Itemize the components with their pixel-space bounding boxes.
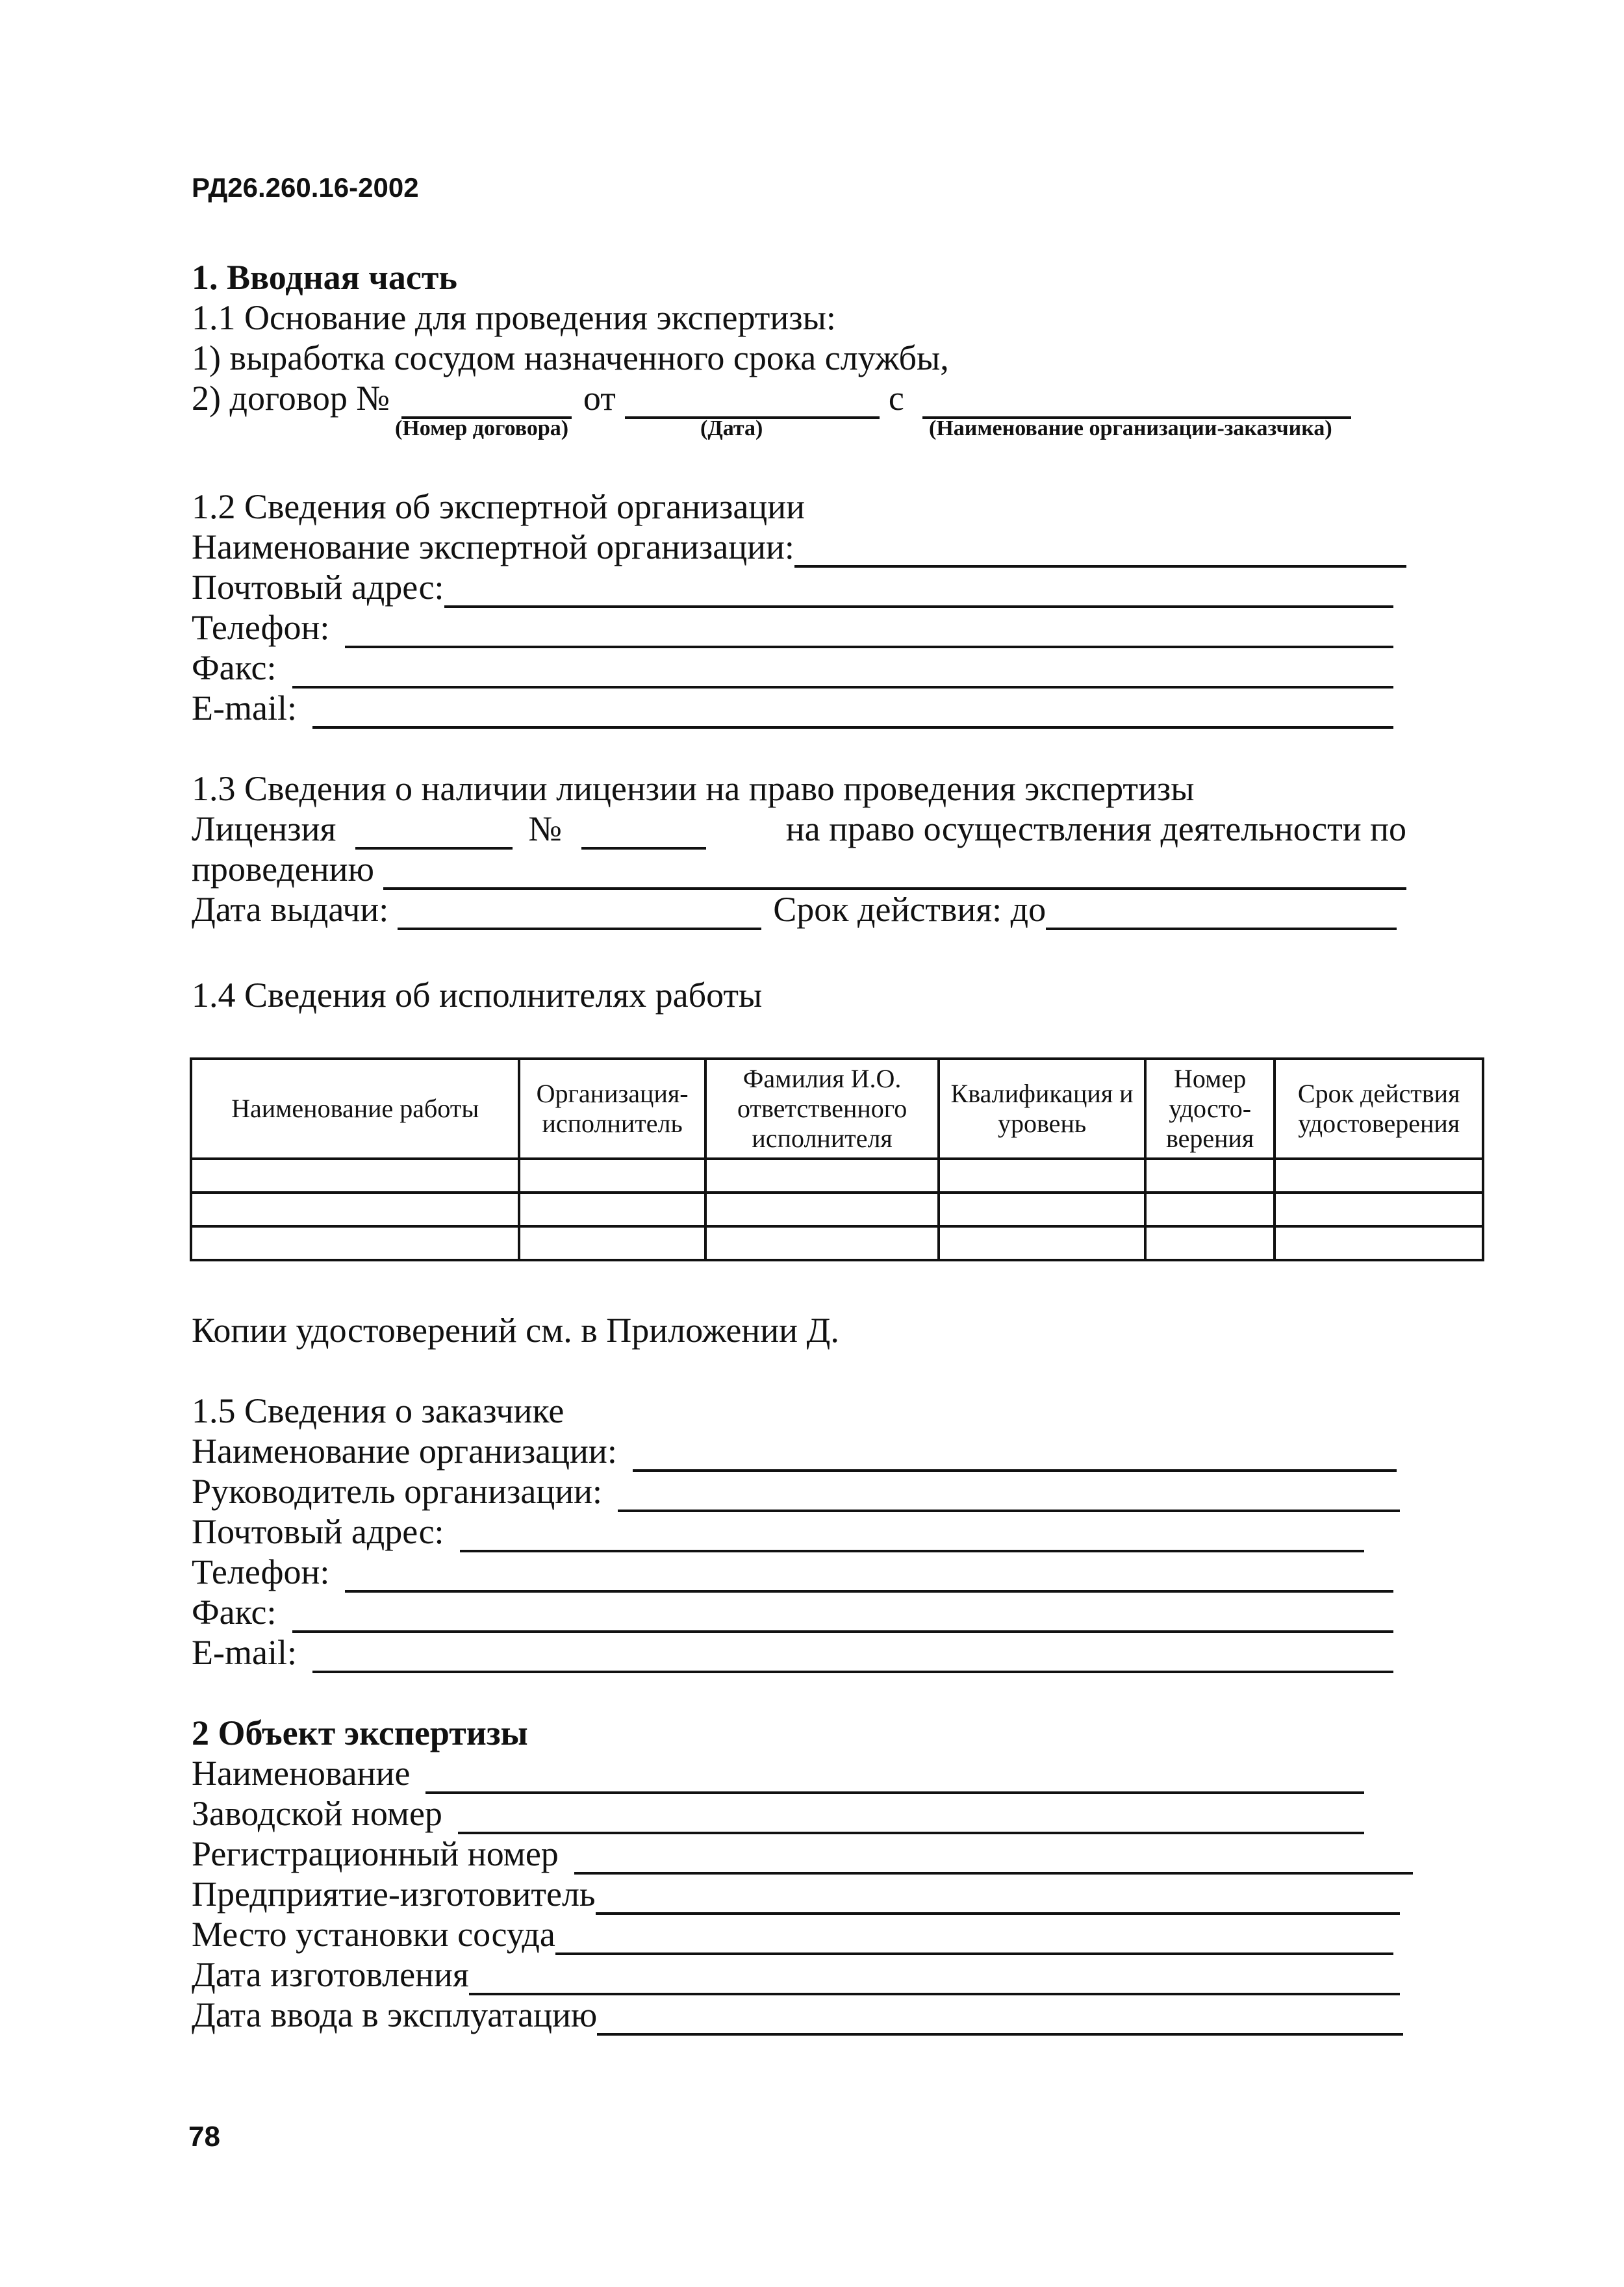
customer-phone-row [192,1551,1393,1593]
caption-contract-number: (Номер договора) [395,416,569,440]
object-name-field[interactable] [425,1762,1364,1794]
table-cell[interactable] [1145,1159,1275,1193]
expert-org-fax-row [192,647,1393,689]
object-reg-label: Регистрационный номер [192,1834,559,1873]
object-maker-label: Предприятие-изготовитель [192,1875,596,1914]
object-name-label: Наименование [192,1754,411,1793]
customer-email-row [192,1632,1393,1673]
table-cell[interactable] [191,1193,519,1226]
object-heading: 2 Объект экспертизы [192,1713,528,1752]
table-cell[interactable] [705,1226,939,1260]
object-made-date-label: Дата изготовления [192,1955,469,1994]
customer-head-row [192,1471,1400,1512]
expert-org-address-field[interactable] [444,575,1393,608]
col-header-qualification: Квалификация и уровень [939,1059,1145,1159]
table-cell[interactable] [705,1159,939,1193]
license-conduct-row [192,848,1406,890]
customer-phone-label: Телефон: [192,1552,330,1591]
license-series-field[interactable] [355,817,513,850]
customer-fax-label: Факс: [192,1593,277,1632]
customer-org-name-field[interactable] [633,1439,1397,1472]
object-commission-field[interactable] [597,2003,1403,2036]
table-cell[interactable] [1145,1193,1275,1226]
table-cell[interactable] [939,1226,1145,1260]
expert-org-address-row [192,566,1393,608]
customer-org-row [192,1430,1397,1472]
expert-org-email-field[interactable] [312,696,1393,729]
customer-phone-field[interactable] [345,1560,1393,1593]
expert-org-email-row [192,687,1393,729]
expert-org-fax-label: Факс: [192,648,277,687]
license-label: Лицензия [192,809,336,848]
license-issue-date-field[interactable] [398,898,761,930]
table-cell[interactable] [519,1226,705,1260]
contract-date-field[interactable] [625,386,880,419]
customer-address-field[interactable] [460,1520,1364,1552]
expert-org-address-label: Почтовый адрес: [192,568,444,607]
copies-note: Копии удостоверений см. в Приложении Д. [192,1311,839,1350]
object-serial-row [192,1793,1364,1834]
table-cell[interactable] [1275,1193,1483,1226]
customer-email-field[interactable] [312,1641,1393,1673]
license-right-text: на право осуществления деятельности по [785,809,1406,848]
table-cell[interactable] [1275,1226,1483,1260]
page-number: 78 [188,2121,220,2153]
customer-fax-field[interactable] [292,1600,1394,1633]
contract-row [192,377,1361,419]
customer-heading: 1.5 Сведения о заказчике [192,1391,565,1430]
workers-table-header [191,1059,1483,1159]
customer-org-name-label: Наименование организации: [192,1432,617,1471]
basis-item-1: 1) выработка сосудом назначенного срока службы, [192,338,949,377]
object-serial-field[interactable] [458,1802,1364,1834]
object-maker-row [192,1873,1400,1915]
table-cell[interactable] [519,1159,705,1193]
expert-org-heading: 1.2 Сведения об экспертной организации [192,487,805,526]
license-issue-date-label: Дата выдачи: [192,890,389,929]
expert-org-phone-row [192,607,1393,648]
license-dates-row [192,889,1397,930]
table-cell[interactable] [939,1159,1145,1193]
object-serial-label: Заводской номер [192,1794,442,1833]
col-header-cert-validity: Срок действия удостоверения [1275,1059,1483,1159]
contract-number-field[interactable] [401,386,572,419]
table-row [191,1159,1483,1193]
object-commission-row [192,1994,1403,2036]
expert-org-email-label: E-mail: [192,689,297,727]
object-location-row [192,1914,1393,1955]
document-code: РД26.260.16-2002 [192,172,419,203]
caption-customer-name: (Наименование организации-заказчика) [929,416,1332,440]
license-row [192,808,1406,850]
table-cell[interactable] [705,1193,939,1226]
expert-org-name-field[interactable] [794,535,1406,568]
license-number-field[interactable] [581,817,706,850]
table-cell[interactable] [191,1159,519,1193]
customer-email-label: E-mail: [192,1633,297,1672]
license-number-sign: № [528,809,562,848]
contract-from-label: от [583,379,616,418]
contract-label: 2) договор № [192,379,390,418]
table-cell[interactable] [191,1226,519,1260]
contract-customer-field[interactable] [922,386,1351,419]
expert-org-phone-field[interactable] [345,616,1393,648]
customer-head-label: Руководитель организации: [192,1472,603,1511]
table-cell[interactable] [939,1193,1145,1226]
object-reg-row [192,1833,1413,1875]
table-cell[interactable] [1145,1226,1275,1260]
customer-address-label: Почтовый адрес: [192,1512,444,1551]
caption-contract-date: (Дата) [700,416,763,440]
object-made-date-field[interactable] [469,1963,1400,1995]
expert-org-name-row [192,526,1406,568]
col-header-work-name: Наименование работы [191,1059,519,1159]
customer-fax-row [192,1591,1393,1633]
object-name-row [192,1752,1364,1794]
license-conduct-field[interactable] [383,857,1406,890]
contract-with-label: с [888,379,904,418]
table-row [191,1193,1483,1226]
license-heading: 1.3 Сведения о наличии лицензии на право проведения экспертизы [192,769,1195,808]
table-cell[interactable] [1275,1159,1483,1193]
section-1-title: 1. Вводная часть [192,258,457,297]
col-header-org: Организация-исполнитель [519,1059,705,1159]
customer-head-field[interactable] [618,1480,1400,1512]
workers-heading: 1.4 Сведения об исполнителях работы [192,976,763,1015]
license-validity-label: Срок действия: до [773,890,1047,929]
object-location-field[interactable] [555,1923,1393,1955]
table-cell[interactable] [519,1193,705,1226]
col-header-cert-number: Номер удосто-верения [1145,1059,1275,1159]
object-commission-label: Дата ввода в эксплуатацию [192,1995,598,2034]
basis-heading: 1.1 Основание для проведения экспертизы: [192,298,836,337]
license-conduct-label: проведению [192,850,374,889]
object-location-label: Место установки сосуда [192,1915,555,1954]
col-header-responsible: Фамилия И.О. ответственного исполнителя [705,1059,939,1159]
customer-address-row [192,1511,1364,1552]
object-reg-field[interactable] [574,1842,1413,1875]
license-validity-field[interactable] [1046,898,1397,930]
table-row [191,1226,1483,1260]
expert-org-phone-label: Телефон: [192,608,330,647]
expert-org-fax-field[interactable] [292,656,1394,689]
expert-org-name-label: Наименование экспертной организации: [192,527,794,566]
object-maker-field[interactable] [596,1882,1400,1915]
object-made-date-row [192,1954,1400,1995]
workers-table [190,1057,1484,1261]
